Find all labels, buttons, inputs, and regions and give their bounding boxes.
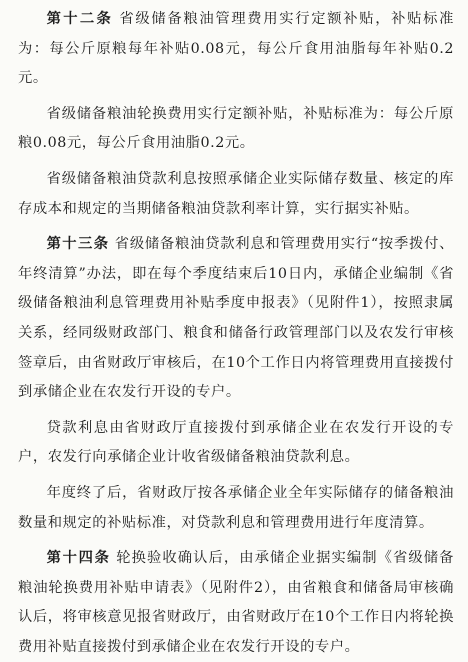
article-heading: 第十四条 (46, 550, 111, 567)
paragraph-rotation-subsidy (18, 100, 454, 159)
paragraph-text: 省级储备粮油管理费用实行定额补贴，补贴标准为：每公斤原粮每年补贴0.08元，每公斤食用油脂每年补贴0.2元。 (18, 11, 454, 87)
paragraph-loan-interest (18, 165, 454, 224)
paragraph-text: 省级储备粮油贷款利息按照承储企业实际储存数量、核定的库存成本和规定的当期储备粮油贷款利率计算，实行据实补贴。 (18, 170, 454, 217)
paragraph-article-12 (18, 5, 454, 94)
paragraph-article-13 (18, 230, 454, 408)
article-heading: 第十二条 (46, 11, 114, 27)
paragraph-text: 轮换验收确认后，由承储企业据实编制《省级储备粮油轮换费用补贴申请表》（见附件2），由省粮食和储备局审核确认后，将审核意见报省财政厅，由省财政厅在10个工作日内将轮换费用补贴直接拨付到承储企业在农发行开设的专户。 (18, 550, 454, 655)
paragraph-interest-payment (18, 414, 454, 473)
paragraph-article-14 (18, 544, 454, 662)
paragraph-text: 贷款利息由省财政厅直接拨付到承储企业在农发行开设的专户，农发行向承储企业计收省级储备粮油贷款利息。 (18, 419, 454, 466)
paragraph-text: 年度终了后，省财政厅按各承储企业全年实际储存的储备粮油数量和规定的补贴标准，对贷款利息和管理费用进行年度清算。 (18, 484, 454, 531)
paragraph-annual-settlement (18, 479, 454, 538)
paragraph-text: 省级储备粮油贷款利息和管理费用实行“按季拨付、年终清算”办法，即在每个季度结束后10日内，承储企业编制《省级储备粮油利息管理费用补贴季度申报表》（见附件1），按照隶属关系，经同级财政部门、粮食和储备行政管理部门以及农发行审核签章后，由省财政厅审核后，在10个工作日内将管理费用直接拨付到承储企业在农发行开设的专户。 (18, 236, 454, 401)
article-heading: 第十三条 (46, 236, 110, 253)
paragraph-text: 省级储备粮油轮换费用实行定额补贴，补贴标准为：每公斤原粮0.08元，每公斤食用油脂0.2元。 (18, 105, 454, 152)
